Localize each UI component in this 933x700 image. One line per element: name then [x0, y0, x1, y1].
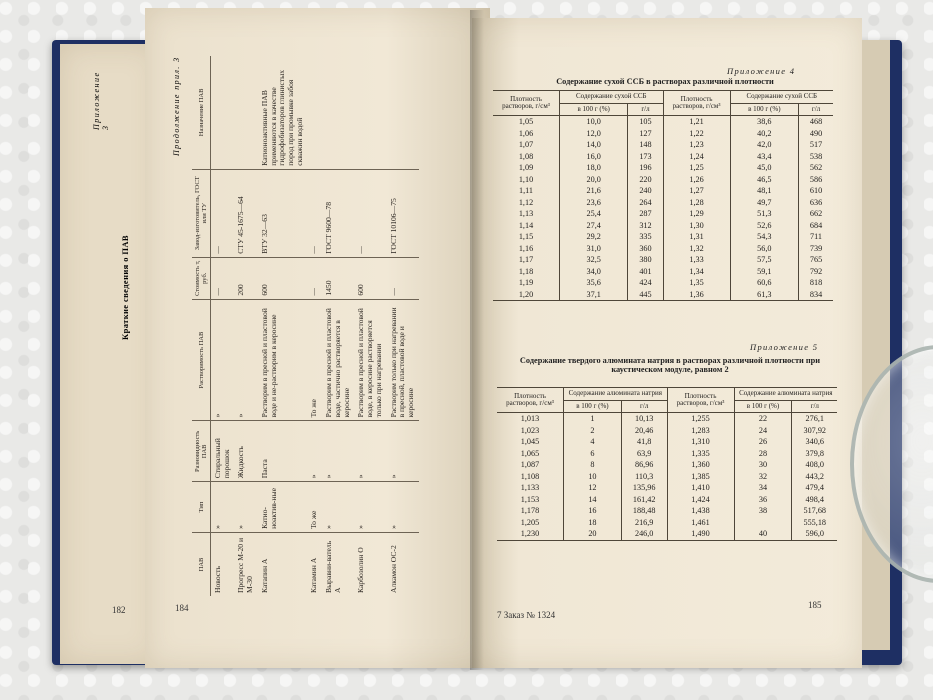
table-cell: 1,15: [493, 231, 560, 243]
table-cell: 1,19: [493, 277, 560, 289]
table-cell: 18: [564, 517, 622, 529]
table-cell: 26: [734, 436, 792, 448]
table-cell: 29,2: [560, 231, 628, 243]
table-cell: [387, 56, 419, 169]
table-row: [258, 56, 308, 596]
a5-col-density-2: Плотность растворов, г/см³: [667, 388, 734, 413]
table-cell: »: [211, 299, 235, 421]
table-cell: 10,13: [621, 413, 667, 425]
table-cell: 41,8: [621, 436, 667, 448]
table-cell: 468: [809, 117, 823, 127]
appendix-5-table: [497, 387, 837, 541]
table-cell: 424: [628, 277, 663, 289]
table-cell: 31,0: [560, 243, 628, 255]
left-table-header: Назначение ПАВ: [192, 56, 211, 169]
table-cell: 1,31: [663, 231, 730, 243]
table-row: [493, 185, 833, 197]
table-cell: 1,065: [497, 448, 564, 460]
table-cell: 1,255: [667, 413, 734, 425]
table-cell: 10,0: [560, 116, 628, 128]
table-cell: 105: [628, 116, 663, 128]
table-cell: 20: [564, 528, 622, 540]
table-row: [497, 505, 837, 517]
table-cell: 610: [809, 186, 823, 196]
table-cell: 1,108: [497, 471, 564, 483]
table-cell: 1,230: [497, 528, 564, 540]
table-cell: 538: [809, 151, 823, 161]
table-row: [497, 413, 837, 425]
underlying-page-title: Краткие сведения о ПАВ: [120, 235, 130, 340]
table-cell: 1,06: [493, 128, 560, 140]
table-cell: 61,3: [730, 289, 799, 301]
table-cell: 12: [564, 482, 622, 494]
table-cell: 1,490: [667, 528, 734, 540]
table-cell: 1,385: [667, 471, 734, 483]
table-cell: 335: [628, 231, 663, 243]
table-cell: 57,5: [730, 254, 799, 266]
table-cell: 340,6: [805, 437, 824, 447]
table-cell: 110,3: [621, 471, 667, 483]
table-cell: ГОСТ 10106—75: [387, 169, 419, 257]
continuation-label: Продолжение прил. 3: [172, 56, 181, 156]
left-table-header: ПАВ: [192, 532, 211, 596]
table-row: [493, 208, 833, 220]
page-number-185: 185: [808, 600, 822, 610]
table-cell: 240: [628, 185, 663, 197]
table-row: [493, 289, 833, 301]
appendix-5-table-container: [497, 387, 837, 541]
table-cell: »: [387, 482, 419, 533]
table-cell: 517: [809, 140, 823, 150]
table-cell: 1,410: [667, 482, 734, 494]
table-cell: 792: [809, 266, 823, 276]
table-cell: [307, 56, 322, 169]
table-cell: 596,0: [792, 528, 837, 540]
table-cell: Алкамон ОС-2: [387, 532, 419, 596]
table-cell: 1,23: [663, 139, 730, 151]
table-cell: 54,3: [730, 231, 799, 243]
table-cell: 1,09: [493, 162, 560, 174]
table-cell: 1,178: [497, 505, 564, 517]
table-cell: 23,6: [560, 197, 628, 209]
table-cell: 34: [734, 482, 792, 494]
table-cell: ГОСТ 9600—78: [322, 169, 354, 257]
table-cell: 16,0: [560, 151, 628, 163]
table-row: [493, 197, 833, 209]
table-cell: Катионоактивные ПАВ применяются в качестве гидрофобизаторов глинистых пород при промывке забоя скважин водой: [259, 69, 304, 166]
surfactant-table: [192, 56, 419, 596]
table-cell: Жидкость: [234, 421, 257, 482]
table-cell: 42,0: [730, 139, 799, 151]
table-row: [493, 151, 833, 163]
table-cell: 36: [734, 494, 792, 506]
table-cell: 86,96: [621, 459, 667, 471]
table-cell: 408,0: [805, 460, 824, 470]
table-cell: 1,11: [493, 185, 560, 197]
table-cell: 401: [628, 266, 663, 278]
table-cell: 196: [628, 162, 663, 174]
table-cell: 1,28: [663, 197, 730, 209]
table-cell: »: [234, 299, 257, 421]
table-cell: 24: [734, 425, 792, 437]
table-row: [493, 162, 833, 174]
table-cell: Растворим в пресной и пластовой воде, частично растворяется в керосине: [322, 299, 354, 421]
table-cell: Прогресс М-20 и М-30: [234, 532, 257, 596]
table-cell: 56,0: [730, 243, 799, 255]
table-cell: 1,087: [497, 459, 564, 471]
table-row: [493, 139, 833, 151]
col-per100-2: в 100 г (%): [730, 103, 799, 116]
book-gutter-shadow: [470, 10, 484, 670]
table-cell: 1,21: [663, 116, 730, 128]
table-cell: 1,07: [493, 139, 560, 151]
table-cell: 1,133: [497, 482, 564, 494]
table-cell: 1,461: [667, 517, 734, 529]
table-row: [497, 471, 837, 483]
page-number-184: 184: [175, 603, 189, 613]
table-cell: 173: [628, 151, 663, 163]
table-cell: [354, 56, 386, 169]
a5-col-content-2: Содержание алюмината натрия: [734, 388, 837, 401]
table-cell: »: [322, 421, 354, 482]
a5-col-content: Содержание алюмината натрия: [564, 388, 668, 401]
table-cell: Катио-ноактив-ные: [258, 482, 308, 533]
table-cell: 312: [628, 220, 663, 232]
table-cell: 600: [258, 257, 308, 299]
table-cell: 818: [809, 278, 823, 288]
table-cell: 46,5: [730, 174, 799, 186]
table-cell: 21,6: [560, 185, 628, 197]
table-cell: 307,92: [803, 425, 826, 435]
table-cell: 48,1: [730, 185, 799, 197]
table-cell: 6: [564, 448, 622, 460]
table-cell: 14,0: [560, 139, 628, 151]
table-cell: 32: [734, 471, 792, 483]
table-row: [493, 231, 833, 243]
table-cell: 220: [628, 174, 663, 186]
table-cell: 1,045: [497, 436, 564, 448]
table-cell: 1,30: [663, 220, 730, 232]
table-cell: 1,153: [497, 494, 564, 506]
table-cell: 1,29: [663, 208, 730, 220]
table-cell: »: [307, 421, 322, 482]
table-cell: 27,4: [560, 220, 628, 232]
table-cell: 1,17: [493, 254, 560, 266]
table-cell: [322, 56, 354, 169]
table-cell: 1,013: [497, 413, 564, 425]
table-row: [497, 517, 837, 529]
table-row: [322, 56, 354, 596]
table-cell: »: [354, 421, 386, 482]
table-cell: 380: [628, 254, 663, 266]
appendix-5-title: Содержание твердого алюмината натрия в растворах различной плотности при каустическом модуле, равном 2: [519, 356, 821, 374]
a5-col-gl: г/л: [621, 400, 667, 413]
table-cell: 38: [734, 505, 792, 517]
table-row: [497, 528, 837, 540]
appendix-4-table-container: [493, 90, 833, 301]
a5-col-per100-2: в 100 г (%): [734, 400, 792, 413]
table-cell: 1,25: [663, 162, 730, 174]
table-cell: 1,360: [667, 459, 734, 471]
table-cell: Растворим только при нагревании в пресной, пластовой воде и керосине: [387, 299, 419, 421]
table-cell: 445: [628, 289, 663, 301]
table-row: [211, 56, 235, 596]
table-cell: 40: [734, 528, 792, 540]
table-row: [497, 436, 837, 448]
left-table-header: Стоимость т, руб.: [192, 257, 211, 299]
table-cell: »: [354, 482, 386, 533]
table-cell: —: [211, 169, 235, 257]
table-cell: 37,1: [560, 289, 628, 301]
appendix-4-title: Содержание сухой ССБ в растворах различной плотности: [556, 77, 774, 86]
table-row: [497, 482, 837, 494]
table-row: [497, 459, 837, 471]
table-cell: 28: [734, 448, 792, 460]
table-row: [493, 116, 833, 128]
table-cell: 40,2: [730, 128, 799, 140]
left-table-header: Тип: [192, 482, 211, 533]
table-cell: 443,2: [805, 471, 824, 481]
table-cell: То же: [307, 299, 322, 421]
table-cell: 20,0: [560, 174, 628, 186]
col-density-2: Плотность растворов, г/см³: [663, 91, 730, 116]
table-cell: Карбозолин О: [354, 532, 386, 596]
left-table-header: Разновидность ПАВ: [192, 421, 211, 482]
table-cell: 45,0: [730, 162, 799, 174]
table-row: [354, 56, 386, 596]
table-cell: 360: [628, 243, 663, 255]
table-row: [493, 174, 833, 186]
table-cell: —: [354, 169, 386, 257]
col-gl: г/л: [628, 103, 663, 116]
appendix-5-label: Приложение 5: [750, 342, 819, 352]
table-row: [493, 220, 833, 232]
table-cell: 517,68: [803, 506, 826, 516]
table-cell: 1,35: [663, 277, 730, 289]
table-cell: Растворим в пресной и пластовой воде, в керосине растворяется только при нагревании: [354, 299, 386, 421]
table-cell: 1,32: [663, 243, 730, 255]
table-cell: 276,1: [805, 414, 824, 424]
table-cell: —: [307, 169, 322, 257]
table-cell: 1,18: [493, 266, 560, 278]
table-cell: Выравни-ватель А: [322, 532, 354, 596]
table-cell: 834: [799, 289, 833, 301]
table-cell: 1,36: [663, 289, 730, 301]
table-cell: 8: [564, 459, 622, 471]
table-row: [307, 56, 322, 596]
table-row: [234, 56, 257, 596]
table-cell: —: [307, 257, 322, 299]
table-cell: 14: [564, 494, 622, 506]
table-cell: [734, 517, 792, 529]
table-cell: 2: [564, 425, 622, 437]
table-cell: 1,438: [667, 505, 734, 517]
table-row: [497, 448, 837, 460]
left-table-header: Растворимость ПАВ: [192, 299, 211, 421]
table-cell: —: [211, 257, 235, 299]
table-cell: 1,023: [497, 425, 564, 437]
left-page-table: [172, 56, 482, 596]
table-cell: [234, 56, 257, 169]
underlying-appendix-label: Приложение 3: [92, 71, 110, 130]
table-cell: —: [387, 257, 419, 299]
table-cell: 18,0: [560, 162, 628, 174]
table-cell: 1,08: [493, 151, 560, 163]
table-cell: 1,14: [493, 220, 560, 232]
table-cell: Паста: [258, 421, 308, 482]
table-cell: 16: [564, 505, 622, 517]
col-per100: в 100 г (%): [560, 103, 628, 116]
table-row: [493, 277, 833, 289]
table-cell: 12,0: [560, 128, 628, 140]
table-row: [497, 494, 837, 506]
table-cell: 765: [809, 255, 823, 265]
table-cell: 562: [809, 163, 823, 173]
table-cell: 1,310: [667, 436, 734, 448]
table-cell: 52,6: [730, 220, 799, 232]
table-cell: 34,0: [560, 266, 628, 278]
table-cell: 1,27: [663, 185, 730, 197]
table-cell: [211, 56, 235, 169]
a5-col-gl-2: г/л: [792, 400, 837, 413]
table-row: [493, 266, 833, 278]
table-cell: 1,283: [667, 425, 734, 437]
table-cell: 51,3: [730, 208, 799, 220]
table-cell: 20,46: [621, 425, 667, 437]
table-cell: То же: [307, 482, 322, 533]
table-row: [493, 243, 833, 255]
table-cell: 264: [628, 197, 663, 209]
table-cell: Стиральный порошок: [211, 421, 235, 482]
left-table-header: Завод-изготовитель, ГОСТ или ТУ: [192, 169, 211, 257]
table-cell: 1,16: [493, 243, 560, 255]
table-cell: 22: [734, 413, 792, 425]
table-cell: 1,424: [667, 494, 734, 506]
table-cell: 135,96: [621, 482, 667, 494]
table-cell: 600: [354, 257, 386, 299]
table-cell: 739: [809, 243, 823, 253]
table-cell: »: [234, 482, 257, 533]
table-cell: 63,9: [621, 448, 667, 460]
table-cell: 711: [810, 232, 823, 242]
table-cell: 38,6: [730, 116, 799, 128]
table-cell: 216,9: [621, 517, 667, 529]
table-cell: 200: [234, 257, 257, 299]
table-cell: 684: [809, 220, 823, 230]
table-cell: 1,34: [663, 266, 730, 278]
table-cell: 60,6: [730, 277, 799, 289]
col-gl-2: г/л: [799, 103, 833, 116]
table-cell: Растворим в пресной и пластовой воде и не-растворим в керосине: [258, 299, 308, 421]
table-cell: 1,12: [493, 197, 560, 209]
table-cell: 1,335: [667, 448, 734, 460]
table-cell: ВТУ 32—63: [258, 169, 308, 257]
table-cell: 35,6: [560, 277, 628, 289]
table-cell: 161,42: [621, 494, 667, 506]
table-cell: 10: [564, 471, 622, 483]
table-cell: 1,205: [497, 517, 564, 529]
table-cell: 1,05: [493, 116, 560, 128]
table-cell: 1,33: [663, 254, 730, 266]
table-cell: 1,24: [663, 151, 730, 163]
table-cell: 1,20: [493, 289, 560, 301]
table-cell: 555,18: [803, 517, 826, 527]
table-cell: »: [387, 421, 419, 482]
table-cell: »: [211, 482, 235, 533]
table-cell: 49,7: [730, 197, 799, 209]
col-content-2: Содержание сухой ССБ: [730, 91, 833, 104]
table-cell: 1: [564, 413, 622, 425]
table-row: [387, 56, 419, 596]
table-cell: »: [322, 482, 354, 533]
table-cell: 287: [628, 208, 663, 220]
table-cell: 188,48: [621, 505, 667, 517]
table-cell: Катапин А: [258, 532, 308, 596]
page-number-182: 182: [112, 605, 126, 615]
table-cell: 586: [809, 174, 823, 184]
table-cell: 636: [809, 197, 823, 207]
table-cell: 32,5: [560, 254, 628, 266]
table-cell: 1,10: [493, 174, 560, 186]
table-cell: Новость: [211, 532, 235, 596]
table-cell: 43,4: [730, 151, 799, 163]
table-cell: 379,8: [805, 448, 824, 458]
table-cell: 662: [809, 209, 823, 219]
table-cell: 59,1: [730, 266, 799, 278]
table-cell: 246,0: [621, 528, 667, 540]
table-row: [493, 128, 833, 140]
appendix-4-label: Приложение 4: [727, 66, 796, 76]
col-density: Плотность растворов, г/см³: [493, 91, 560, 116]
table-cell: 1,13: [493, 208, 560, 220]
table-cell: 1,22: [663, 128, 730, 140]
appendix-4-table: [493, 90, 833, 301]
footer-order-number: 7 Заказ № 1324: [497, 610, 556, 620]
table-cell: 498,4: [805, 494, 824, 504]
table-cell: 127: [628, 128, 663, 140]
table-cell: 1,26: [663, 174, 730, 186]
table-cell: СТУ 45-1675—64: [234, 169, 257, 257]
table-cell: 4: [564, 436, 622, 448]
table-cell: 479,4: [805, 483, 824, 493]
table-cell: Катамин А: [307, 532, 322, 596]
table-cell: 1450: [322, 257, 354, 299]
table-cell: 30: [734, 459, 792, 471]
col-content: Содержание сухой ССБ: [560, 91, 664, 104]
a5-col-per100: в 100 г (%): [564, 400, 622, 413]
table-cell: 25,4: [560, 208, 628, 220]
table-cell: 490: [809, 128, 823, 138]
table-cell: 148: [628, 139, 663, 151]
table-row: [493, 254, 833, 266]
a5-col-density: Плотность растворов, г/см³: [497, 388, 564, 413]
table-row: [497, 425, 837, 437]
